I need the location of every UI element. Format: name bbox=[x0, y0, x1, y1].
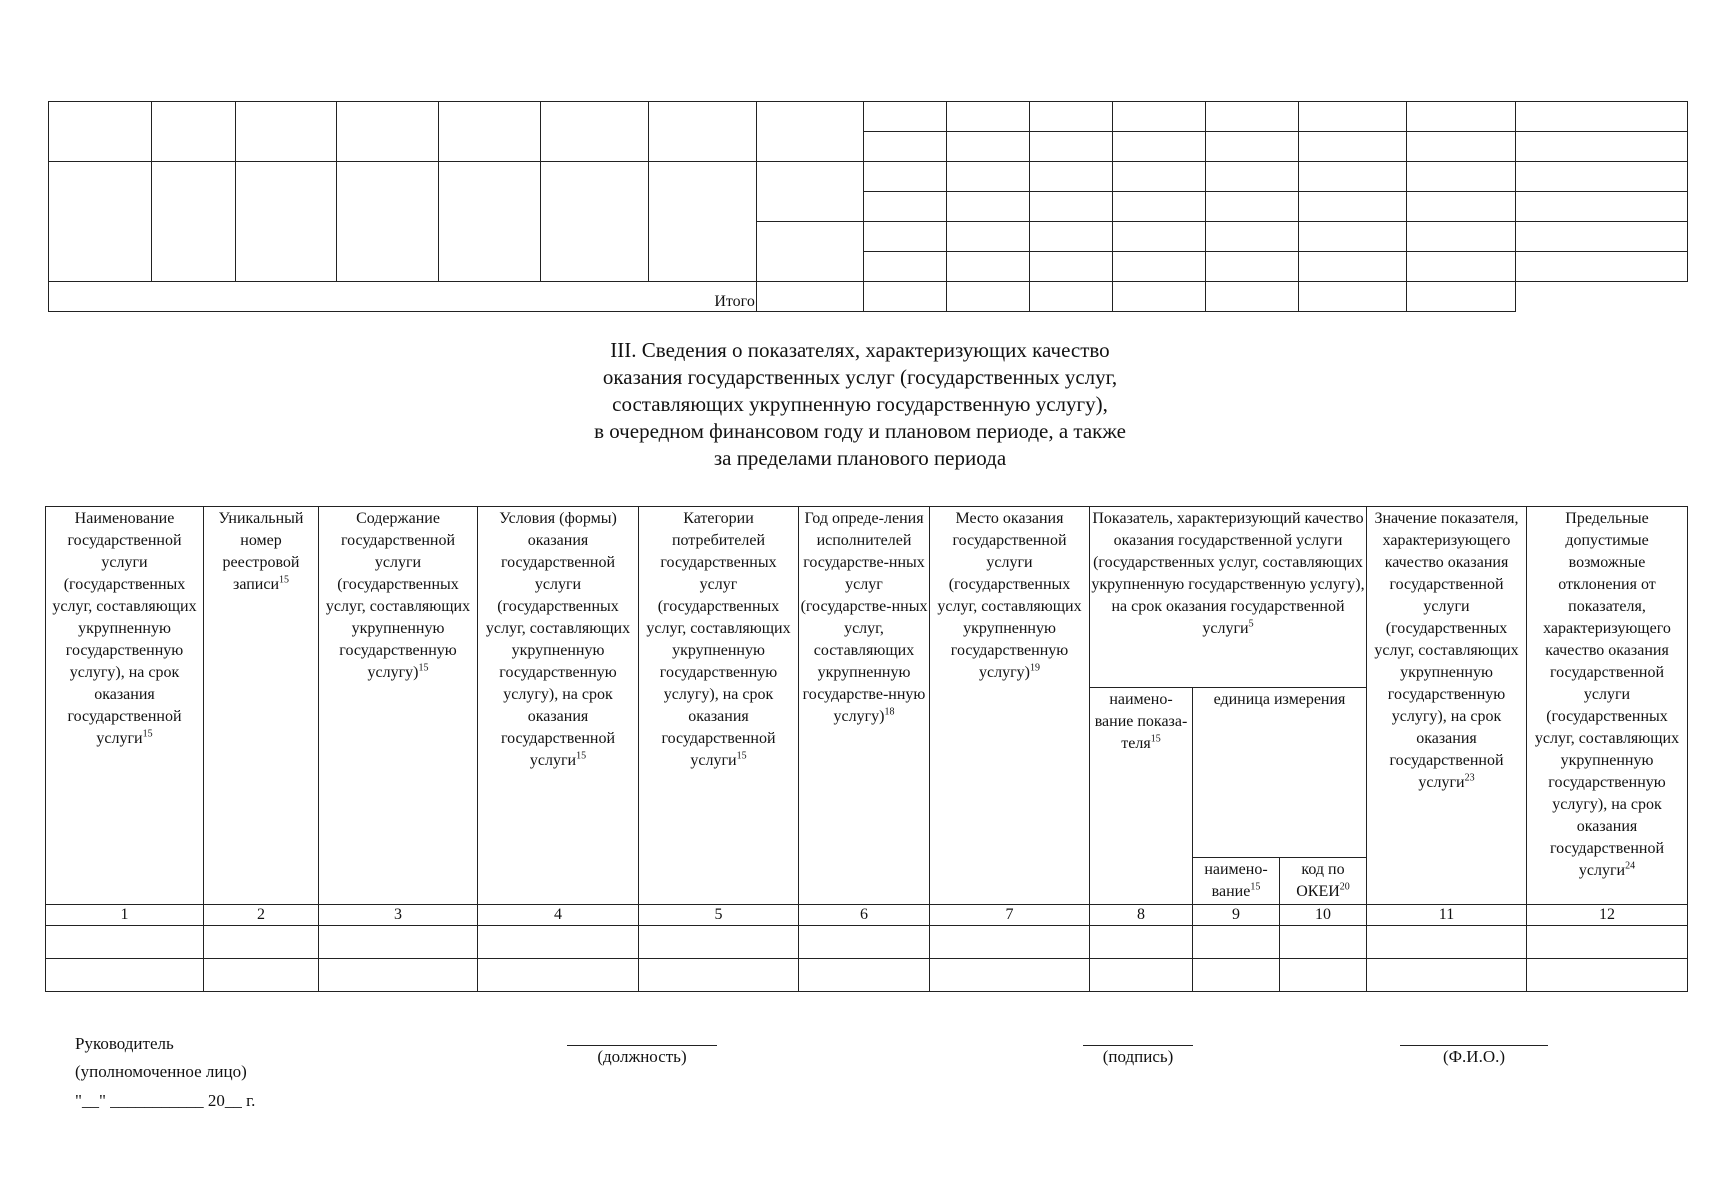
column-number: 10 bbox=[1280, 905, 1367, 926]
header-service-content: Содержание государственной услуги (государственных услуг, составляющих укрупненную государственную услугу)$^{15}$ bbox=[319, 507, 478, 905]
total-label: Итого bbox=[49, 282, 757, 312]
empty-cell[interactable] bbox=[1193, 959, 1280, 992]
column-number: 9 bbox=[1193, 905, 1280, 926]
table-row bbox=[46, 926, 1688, 959]
date-line: "__" ___________ 20__ г. bbox=[75, 1091, 256, 1110]
column-number: 7 bbox=[930, 905, 1090, 926]
empty-cell[interactable] bbox=[204, 959, 319, 992]
empty-cell[interactable] bbox=[639, 959, 799, 992]
position-line[interactable] bbox=[567, 1045, 717, 1046]
header-indicator-value: Значение показателя, характеризующего качество оказания государственной услуги (государственных услуг, составляющих укрупненную государственную услугу), на срок оказания государственной услуги$^{23}$ bbox=[1367, 507, 1527, 905]
name-caption: (Ф.И.О.) bbox=[1442, 1047, 1506, 1066]
header-registry-number: Уникальный номер реестровой записи$^{15}$ bbox=[204, 507, 319, 905]
section-title-line: составляющих укрупненную государственную услугу), bbox=[612, 392, 1108, 416]
header-service-name: Наименование государственной услуги (государственных услуг, составляющих укрупненную государственную услугу), на срок оказания государственной услуги$^{15}$ bbox=[46, 507, 204, 905]
table-row bbox=[46, 959, 1688, 992]
empty-cell[interactable] bbox=[204, 926, 319, 959]
section-title-line: за пределами планового периода bbox=[713, 446, 1007, 470]
name-line[interactable] bbox=[1400, 1045, 1548, 1046]
quality-indicators-table bbox=[45, 506, 1688, 992]
empty-cell[interactable] bbox=[799, 926, 930, 959]
empty-cell[interactable] bbox=[1527, 926, 1688, 959]
empty-cell[interactable] bbox=[1280, 926, 1367, 959]
column-number: 5 bbox=[639, 905, 799, 926]
previous-table-fragment bbox=[48, 101, 1688, 312]
head-label: Руководитель bbox=[75, 1034, 174, 1053]
empty-cell[interactable] bbox=[1527, 959, 1688, 992]
column-number: 4 bbox=[478, 905, 639, 926]
header-quality-indicator-group: Показатель, характеризующий качество оказания государственной услуги (государственных услуг, составляющих укрупненную государственную услугу), на срок оказания государственной услуги$^5$ bbox=[1090, 507, 1367, 688]
empty-cell[interactable] bbox=[930, 959, 1090, 992]
empty-cell[interactable] bbox=[319, 959, 478, 992]
column-number: 6 bbox=[799, 905, 930, 926]
empty-cell[interactable] bbox=[46, 959, 204, 992]
section-title-line: оказания государственных услуг (государственных услуг, bbox=[602, 365, 1118, 389]
empty-cell[interactable] bbox=[1367, 959, 1527, 992]
header-okei-code: код по ОКЕИ$^{20}$ bbox=[1280, 858, 1367, 905]
column-number: 11 bbox=[1367, 905, 1527, 926]
empty-cell[interactable] bbox=[1090, 926, 1193, 959]
column-number: 1 bbox=[46, 905, 204, 926]
empty-cell[interactable] bbox=[478, 926, 639, 959]
empty-cell[interactable] bbox=[930, 926, 1090, 959]
column-number: 3 bbox=[319, 905, 478, 926]
column-number: 12 bbox=[1527, 905, 1688, 926]
header-provider-year: Год опреде-ления исполнителей государстве-нных услуг (государстве-нных услуг, составляющих укрупненную государстве-нную услугу)$^{18}$ bbox=[799, 507, 930, 905]
section-title-line: в очередном финансовом году и плановом периоде, а также bbox=[594, 419, 1126, 443]
column-number-row bbox=[46, 905, 1688, 926]
empty-cell[interactable] bbox=[799, 959, 930, 992]
header-service-place: Место оказания государственной услуги (государственных услуг, составляющих укрупненную государственную услугу)$^{19}$ bbox=[930, 507, 1090, 905]
empty-cell[interactable] bbox=[478, 959, 639, 992]
column-number: 2 bbox=[204, 905, 319, 926]
header-service-conditions: Условия (формы) оказания государственной услуги (государственных услуг, составляющих укрупненную государственную услугу), на срок оказания государственной услуги$^{15}$ bbox=[478, 507, 639, 905]
header-indicator-name: наимено-вание показа-теля$^{15}$ bbox=[1090, 688, 1193, 905]
empty-cell[interactable] bbox=[1280, 959, 1367, 992]
header-unit-group: единица измерения bbox=[1193, 688, 1367, 858]
section-title bbox=[420, 337, 1300, 472]
empty-cell[interactable] bbox=[46, 926, 204, 959]
head-sub-label: (уполномоченное лицо) bbox=[75, 1062, 247, 1081]
empty-cell[interactable] bbox=[1193, 926, 1280, 959]
column-number: 8 bbox=[1090, 905, 1193, 926]
header-consumer-categories: Категории потребителей государственных услуг (государственных услуг, составляющих укрупненную государственную услугу), на срок оказания государственной услуги$^{15}$ bbox=[639, 507, 799, 905]
empty-cell[interactable] bbox=[1367, 926, 1527, 959]
signature-caption: (подпись) bbox=[1102, 1047, 1174, 1066]
position-caption: (должность) bbox=[597, 1047, 687, 1066]
header-unit-name: наимено-вание$^{15}$ bbox=[1193, 858, 1280, 905]
empty-cell[interactable] bbox=[319, 926, 478, 959]
empty-cell[interactable] bbox=[639, 926, 799, 959]
header-allowed-deviation: Предельные допустимые возможные отклонения от показателя, характеризующего качество оказания государственной услуги (государственных услуг, составляющих укрупненную государственную услугу), на срок оказания государственной услуги$^{24}$ bbox=[1527, 507, 1688, 905]
section-title-line: III. Сведения о показателях, характеризующих качество bbox=[610, 338, 1110, 362]
empty-cell[interactable] bbox=[1090, 959, 1193, 992]
signature-line[interactable] bbox=[1083, 1045, 1193, 1046]
